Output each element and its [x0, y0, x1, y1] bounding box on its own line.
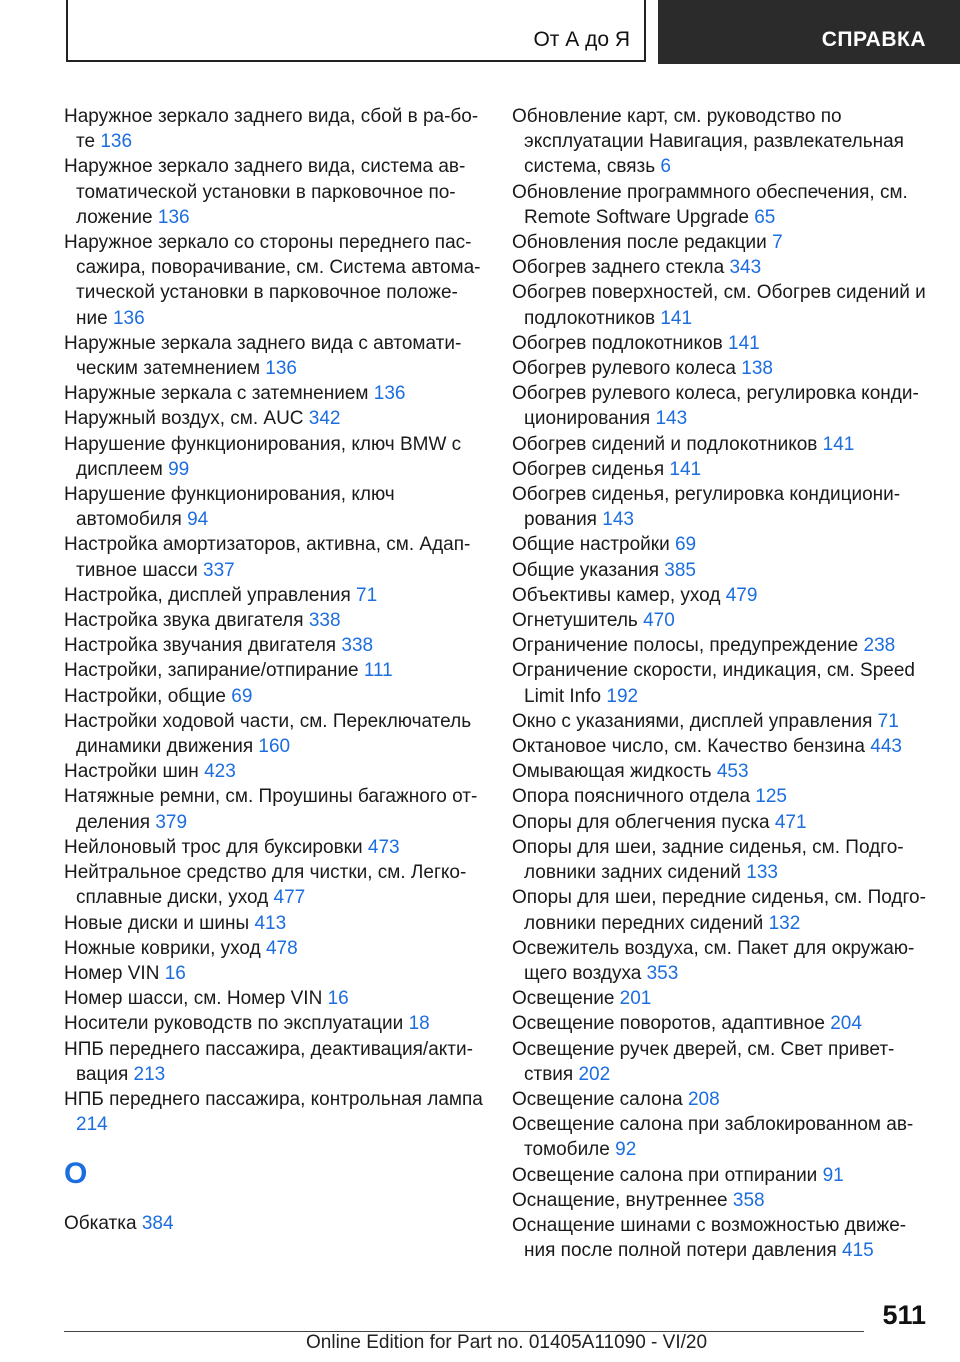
index-entry-page-link[interactable]: 478: [265, 937, 298, 959]
index-entry-text: Ножные коврики, уход: [64, 937, 261, 959]
index-entry-page-link[interactable]: 453: [716, 761, 749, 783]
index-entry-page-link[interactable]: 16: [327, 988, 349, 1010]
index-entry: [512, 885, 928, 935]
index-entry: [64, 154, 484, 230]
index-entry-page-link[interactable]: 136: [373, 383, 406, 405]
index-entry: [64, 230, 484, 331]
index-entry-page-link[interactable]: 136: [157, 206, 190, 228]
index-entry-text: Обогрев сиденья: [512, 458, 665, 480]
index-entry-text: Обогрев подлокотников: [512, 332, 723, 354]
index-entry: [64, 406, 484, 431]
index-entry-text: Наружные зеркала с затемнением: [64, 383, 369, 405]
index-entry: [512, 986, 928, 1011]
page-number: 511: [882, 1300, 926, 1330]
index-entry-text: Нарушение функционирования, ключ BMW с дисплеем: [64, 433, 462, 480]
index-entry-text: Обогрев сиденья, регулировка кондициони-рования: [512, 484, 901, 531]
index-entry-page-link[interactable]: 413: [254, 912, 287, 934]
section-tab: [66, 0, 646, 62]
index-entry: [512, 1112, 928, 1162]
index-entry: [512, 1037, 928, 1087]
index-entry-text: Опоры для облегчения пуска: [512, 811, 770, 833]
index-entry-page-link[interactable]: 384: [141, 1213, 174, 1235]
index-entry: [64, 835, 484, 860]
index-entry-text: Опоры для шеи, задние сиденья, см. Подго-ловники задних сидений: [512, 836, 904, 884]
index-entry-page-link[interactable]: 69: [231, 685, 253, 707]
index-entry-text: Носители руководств по эксплуатации: [64, 1013, 404, 1035]
index-entry: [512, 432, 928, 457]
index-entry: [512, 709, 928, 734]
index-entry: [64, 104, 484, 154]
index-entry-text: Освещение салона при отпирании: [512, 1164, 818, 1186]
section-title: От А до Я: [533, 28, 630, 51]
index-entry-page-link[interactable]: 415: [842, 1240, 874, 1262]
index-entry-text: Наружное зеркало заднего вида, сбой в ра-боте: [64, 106, 479, 153]
index-entry-text: Обогрев заднего стекла: [512, 257, 725, 279]
index-entry: [64, 583, 484, 608]
chapter-tab: [658, 0, 960, 64]
index-entry-text: Опоры для шеи, передние сиденья, см. Подго-ловники передних сидений: [512, 887, 926, 934]
index-entry-text: Обогрев рулевого колеса: [512, 358, 736, 380]
index-entry-text: Нейлоновый трос для буксировки: [64, 836, 363, 858]
index-entry-page-link[interactable]: 201: [619, 988, 652, 1010]
index-entry-page-link[interactable]: 65: [754, 206, 776, 228]
index-entry: [512, 482, 928, 532]
index-entry: [64, 1087, 484, 1137]
index-entry: [512, 356, 928, 381]
index-entry-page-link[interactable]: 69: [674, 534, 697, 556]
index-entry: [512, 734, 928, 759]
index-entry-text: Настройка амортизаторов, активна, см. Адап-тивное шасси: [64, 534, 471, 581]
index-entry: [512, 1011, 928, 1036]
index-entry: [64, 381, 484, 406]
index-entry-page-link[interactable]: 133: [746, 862, 778, 884]
index-entry-text: Освещение ручек дверей, см. Свет привет-ствия: [512, 1038, 895, 1085]
index-entry-page-link[interactable]: 342: [308, 408, 341, 430]
index-entry: [512, 936, 928, 986]
index-entry: [64, 709, 484, 759]
index-entry-page-link[interactable]: 141: [660, 307, 693, 329]
index-entry-text: Обкатка: [64, 1213, 137, 1235]
index-entry-text: НПБ переднего пассажира, деактивация/акти-вация: [64, 1038, 473, 1085]
index-entry-page-link[interactable]: 125: [755, 786, 787, 808]
index-entry-page-link[interactable]: 138: [741, 358, 773, 380]
index-entry-text: Настройки шин: [64, 761, 199, 783]
index-entry-page-link[interactable]: 338: [308, 610, 341, 632]
index-entry: [512, 759, 928, 784]
page-header: [0, 0, 960, 64]
index-entry-page-link[interactable]: 238: [863, 635, 896, 657]
index-entry: [512, 608, 928, 633]
index-entry-page-link[interactable]: 143: [602, 509, 634, 531]
index-entry-page-link[interactable]: 71: [356, 584, 378, 606]
index-entry-page-link[interactable]: 92: [615, 1139, 637, 1161]
index-entry: [64, 1037, 484, 1087]
index-entry-page-link[interactable]: 358: [732, 1189, 765, 1211]
index-entry-page-link[interactable]: 423: [204, 761, 236, 783]
index-entry: [512, 658, 928, 708]
index-entry-text: Настройка звучания двигателя: [64, 635, 337, 657]
index-entry-page-link[interactable]: 94: [187, 509, 209, 531]
index-entry: [64, 331, 484, 381]
index-entry-text: Настройка звука двигателя: [64, 610, 304, 632]
index-list-right: [512, 104, 928, 1263]
index-entry-page-link[interactable]: 18: [408, 1013, 430, 1035]
index-entry: [64, 986, 484, 1011]
index-entry: [512, 255, 928, 280]
index-entry-text: Огнетушитель: [512, 610, 638, 632]
index-entry: [512, 230, 928, 255]
index-entry-page-link[interactable]: 71: [877, 710, 899, 732]
index-entry-page-link[interactable]: 136: [112, 307, 145, 329]
index-entry-page-link[interactable]: 473: [367, 836, 400, 858]
index-entry: [512, 1188, 928, 1213]
index-entry-text: Ограничение скорости, индикация, см. Speed Limit Info: [512, 660, 915, 707]
index-entry-page-link[interactable]: 379: [155, 811, 188, 833]
index-entry-text: Оснащение шинами с возможностью движе-ния после полной потери давления: [512, 1214, 907, 1262]
index-entry-page-link[interactable]: 99: [168, 458, 190, 480]
index-entry-text: Объективы камер, уход: [512, 584, 721, 606]
index-entry-page-link[interactable]: 385: [664, 559, 696, 581]
index-entry: [64, 911, 484, 936]
index-entry: [512, 810, 928, 835]
index-entry: [512, 1213, 928, 1263]
index-entry: [64, 1211, 484, 1236]
index-entry-page-link[interactable]: 443: [870, 736, 902, 758]
index-entry-text: Настройка, дисплей управления: [64, 584, 351, 606]
index-entry-text: Обновление программного обеспечения, см. Remote Software Upgrade: [512, 181, 908, 228]
index-entry: [512, 1163, 928, 1188]
index-entry-page-link[interactable]: 204: [830, 1013, 862, 1035]
index-entry-text: Освещение поворотов, адаптивное: [512, 1013, 825, 1035]
index-entry: [64, 658, 484, 683]
index-entry-page-link[interactable]: 141: [669, 458, 702, 480]
index-entry-page-link[interactable]: 136: [265, 358, 297, 380]
index-entry-page-link[interactable]: 353: [646, 962, 679, 984]
index-entry-text: Номер шасси, см. Номер VIN: [64, 988, 323, 1010]
index-entry-text: Обновление карт, см. руководство по эксплуатации Навигация, развлекательная система, связь: [512, 106, 904, 178]
index-entry-page-link[interactable]: 7: [772, 232, 783, 254]
index-entry-text: Ограничение полосы, предупреждение: [512, 635, 859, 657]
index-entry-text: Обогрев поверхностей, см. Обогрев сидений и подлокотников: [512, 282, 926, 329]
index-entry-page-link[interactable]: 91: [822, 1164, 844, 1186]
index-entry: [512, 104, 928, 180]
index-entry: [512, 583, 928, 608]
index-entry-text: Омывающая жидкость: [512, 761, 712, 783]
index-entry: [64, 684, 484, 709]
index-entry-text: Освещение салона: [512, 1088, 683, 1110]
index-entry: [64, 936, 484, 961]
index-entry-page-link[interactable]: 192: [606, 685, 639, 707]
index-entry: [64, 860, 484, 910]
index-entry-text: Натяжные ремни, см. Проушины багажного от-деления: [64, 786, 478, 833]
index-entry: [64, 759, 484, 784]
index-entry-text: Окно с указаниями, дисплей управления: [512, 710, 873, 732]
index-entry-text: Обогрев рулевого колеса, регулировка конди-ционирования: [512, 383, 919, 430]
index-entry-page-link[interactable]: 6: [660, 156, 671, 178]
index-entry-page-link[interactable]: 16: [164, 962, 186, 984]
index-entry-page-link[interactable]: 471: [774, 811, 807, 833]
index-entry-text: Октановое число, см. Качество бензина: [512, 736, 865, 758]
index-entry-text: Освежитель воздуха, см. Пакет для окружаю-щего воздуха: [512, 937, 915, 984]
index-entry-text: Наружные зеркала заднего вида с автомати-ческим затемнением: [64, 332, 462, 380]
index-entry: [64, 1011, 484, 1036]
index-entry-text: Обогрев сидений и подлокотников: [512, 433, 818, 455]
index-entry-page-link[interactable]: 479: [725, 584, 758, 606]
index-entry-page-link[interactable]: 202: [578, 1063, 611, 1085]
index-entry-text: Номер VIN: [64, 962, 160, 984]
index-entry-text: Нарушение функционирования, ключ автомобиля: [64, 484, 395, 531]
index-entry-text: Наружное зеркало заднего вида, система ав-томатической установки в парковочное по-ложение: [64, 156, 466, 228]
index-entry-page-link[interactable]: 208: [687, 1088, 720, 1110]
index-entry-page-link[interactable]: 143: [655, 408, 688, 430]
index-entry: [64, 608, 484, 633]
index-entry-page-link[interactable]: 136: [100, 131, 133, 153]
index-entry: [64, 432, 484, 482]
index-entry-page-link[interactable]: 160: [258, 736, 291, 758]
index-entry-page-link[interactable]: 470: [643, 610, 675, 632]
index-entry-page-link[interactable]: 338: [341, 635, 374, 657]
index-entry-page-link[interactable]: 141: [728, 332, 760, 354]
index-entry-text: Опора поясничного отдела: [512, 786, 751, 808]
index-entry-text: Оснащение, внутреннее: [512, 1189, 728, 1211]
index-entry-page-link[interactable]: 213: [133, 1063, 166, 1085]
index-entry-text: Освещение: [512, 988, 615, 1010]
index-column-right: [512, 104, 928, 1263]
index-entry-page-link[interactable]: 343: [729, 257, 762, 279]
index-list-left-after: [64, 1211, 484, 1236]
index-entry-text: Настройки ходовой части, см. Переключатель динамики движения: [64, 710, 472, 758]
index-entry: [512, 381, 928, 431]
index-list-left: [64, 104, 484, 1137]
index-entry: [512, 280, 928, 330]
index-entry-text: Настройки, общие: [64, 685, 226, 707]
index-entry-text: Обновления после редакции: [512, 232, 767, 254]
index-entry-text: Новые диски и шины: [64, 912, 250, 934]
index-entry-page-link[interactable]: 477: [273, 887, 306, 909]
index-entry: [512, 331, 928, 356]
index-entry: [64, 633, 484, 658]
index-entry: [64, 482, 484, 532]
index-entry-text: Освещение салона при заблокированном ав-томобиле: [512, 1114, 914, 1161]
footer-edition: Online Edition for Part no. 01405A11090 - VI/20: [306, 1332, 708, 1353]
index-entry: [512, 633, 928, 658]
index-entry-text: Наружное зеркало со стороны переднего пас-сажира, поворачивание, см. Система автома-тической установки в парковочное положе-ние: [64, 232, 481, 329]
index-entry-page-link[interactable]: 141: [822, 433, 855, 455]
index-entry: [512, 784, 928, 809]
index-entry-text: Общие указания: [512, 559, 660, 581]
chapter-title: СПРАВКА: [821, 28, 926, 51]
index-entry-page-link[interactable]: 214: [76, 1114, 108, 1136]
index-entry-page-link[interactable]: 111: [363, 660, 393, 682]
index-entry: [512, 457, 928, 482]
index-entry-text: Общие настройки: [512, 534, 670, 556]
index-column-left: [64, 104, 484, 1237]
index-entry: [64, 784, 484, 834]
index-entry: [512, 1087, 928, 1112]
index-entry-text: НПБ переднего пассажира, контрольная лампа: [64, 1088, 483, 1110]
index-entry-page-link[interactable]: 337: [203, 559, 235, 581]
index-entry-text: Наружный воздух, см. AUC: [64, 408, 304, 430]
index-entry: [64, 532, 484, 582]
index-entry: [512, 835, 928, 885]
index-entry-page-link[interactable]: 132: [768, 912, 801, 934]
section-letter: О: [64, 1157, 88, 1191]
index-entry: [512, 180, 928, 230]
index-entry: [64, 961, 484, 986]
index-entry-text: Настройки, запирание/отпирание: [64, 660, 359, 682]
index-entry: [512, 558, 928, 583]
index-entry-text: Нейтральное средство для чистки, см. Легко-сплавные диски, уход: [64, 862, 467, 909]
index-entry: [512, 532, 928, 557]
